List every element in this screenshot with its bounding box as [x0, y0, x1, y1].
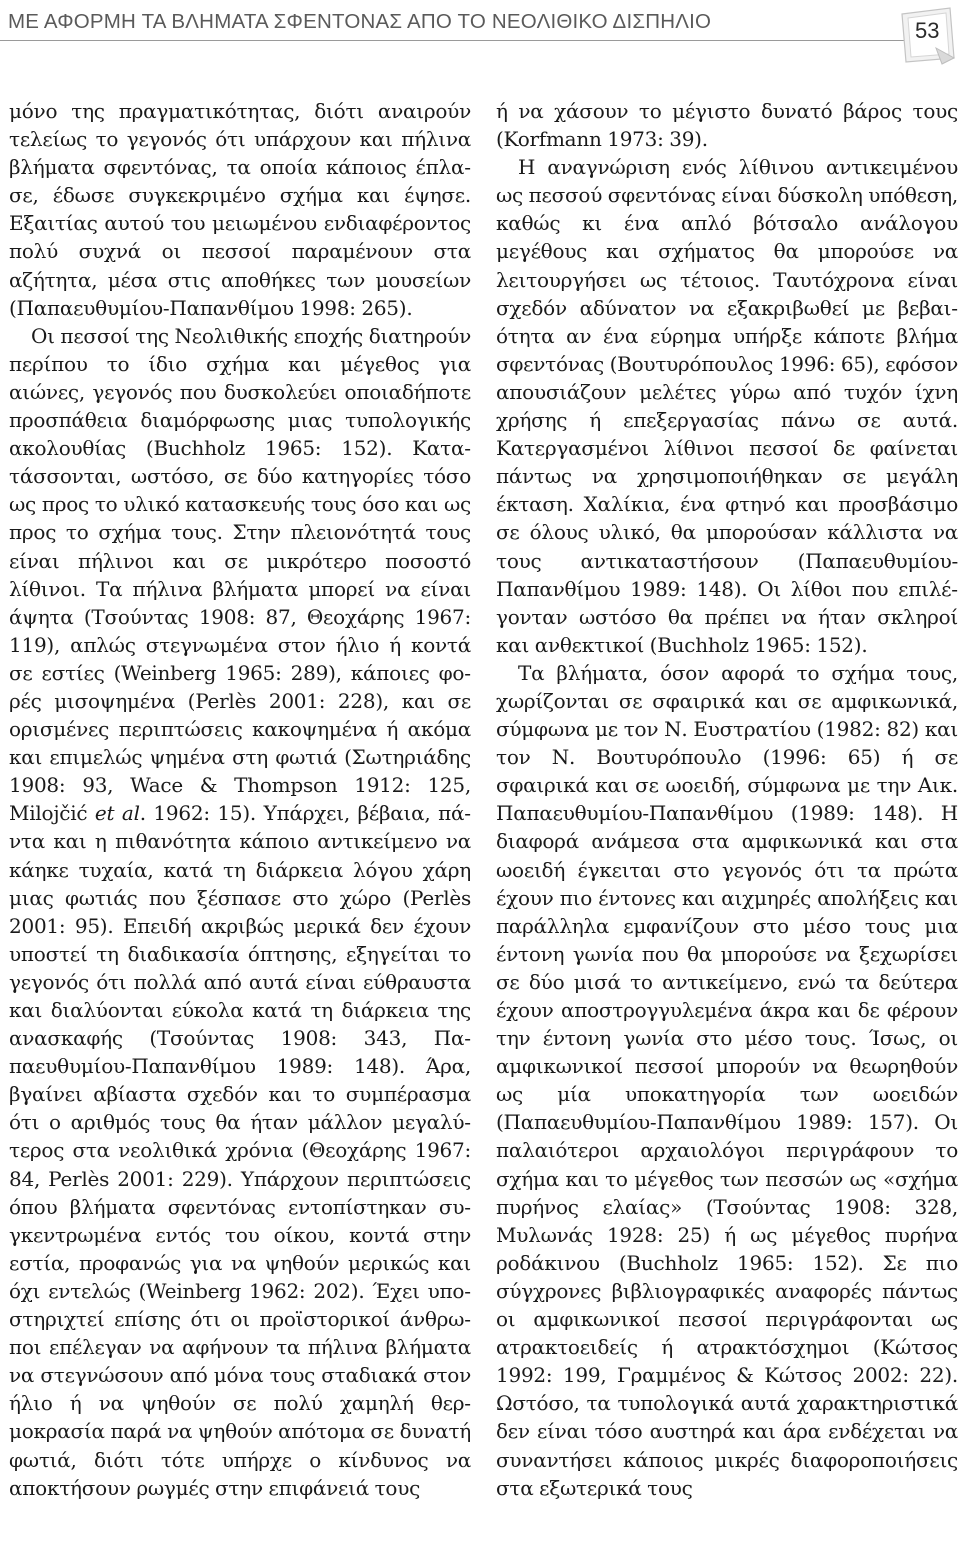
- left-paragraph-2-part-a: Οι πεσσοί της Νεολιθικής εποχής διατηρούν περίπου το ίδιο σχήμα και μέγεθος για αιώνες, γεγονός που δυσκολεύει οποιαδήποτε προσπάθεια διαμόρφωσης μιας τυπολογικής ακολουθίας (Buchholz 1965: 152). Κατατάσσονται, ωστόσο, σε δύο κατηγορίες τόσο ως προς το υλικό κατασκευής τους όσο και ως προς το σχήμα τους. Στην πλειονότητά τους είναι πήλινοι και σε μικρότερο ποσοστό λίθινοι. Τα πήλινα βλήματα μπορεί να είναι άψητα (Τσούντας 1908: 87, Θεοχάρης 1967: 119), απλώς στεγνωμένα στον ήλιο ή κοντά σε εστίες (Weinberg 1965: 289), κάποιες φορές μισοψημένα (Perlès 2001: 228), και σε ορισμένες περιπτώσεις κακοψημένα ή ακόμα και επιμελώς ψημένα στη φωτιά (Σωτηριάδης 1908: 93, Wace & Thompson 1912: 125, Milojčić: [9, 323, 471, 826]
- left-paragraph-1: μόνο της πραγματικότητας, διότι αναιρούν τελείως το γεγονός ότι υπάρχουν και πήλινα βλήματα σφεντόνας, τα οποία κάποιος έπλασε, έδωσε συγκεκριμένο σχήμα και έψησε. Εξαιτίας αυτού του μειωμένου ενδιαφέροντος πολύ συχνά οι πεσσοί παραμένουν στα αζήτητα, μέσα στις αποθήκες των μουσείων (Παπαευθυμίου-Παπανθίμου 1998: 265).: [9, 99, 471, 320]
- left-paragraph-2-italic: et al: [94, 801, 140, 826]
- left-paragraph-2-part-c: . 1962: 15). Υπάρχει, βέβαια, πάντα και η πιθανότητα κάποιο αντικείμενο να κάηκε τυχαία, κατά τη διάρκεια λόγου χάρη μιας φωτιάς που ξέσπασε στο χώρο (Perlès 2001: 95). Επειδή ακριβώς μερικά δεν έχουν υποστεί τη διαδικασία όπτησης, εξηγείται το γεγονός ότι πολλά από αυτά είναι εύθραυστα και διαλύονται εύκολα κατά τη διάρκεια της ανασκαφής (Τσούντας 1908: 343, Παπαευθυμίου-Παπανθίμου 1989: 148). Άρα, βγαίνει αβίαστα σχεδόν και το συμπέρασμα ότι ο αριθμός τους θα ήταν μάλλον μεγαλύτερος στα νεολιθικά χρόνια (Θεοχάρης 1967: 84, Perlès 2001: 229). Υπάρχουν περιπτώσεις όπου βλήματα σφεντόνας εντοπίστηκαν συγκεντρωμένα εντός του οίκου, κοντά στην εστία, προφανώς για να ψηθούν μερικώς και όχι εντελώς (Weinberg 1962: 202). Έχει υποστηριχτεί επίσης ότι οι προϊστορικοί άνθρωποι επέλεγαν να αφήνουν τα πήλινα βλήματα να στεγνώσουν από μόνα τους σταδιακά στον ήλιο ή να ψηθούν σε πολύ χαμηλή θερμοκρασία παρά να ψηθούν απότομα σε δυνατή φωτιά, διότι τότε υπήρχε ο κίνδυνος να αποκτήσουν ρωγμές στην επιφάνειά τους: [9, 801, 471, 1500]
- right-paragraph-3: Τα βλήματα, όσον αφορά το σχήμα τους, χωρίζονται σε σφαιρικά και σε αμφικωνικά, σύμφωνα με τον Ν. Ευστρατίου (1982: 82) και τον Ν. Βουτυρόπουλο (1996: 65) ή σε σφαιρικά και σε ωοειδή, σύμφωνα με την Αικ. Παπαευθυμίου-Παπανθίμου (1989: 148). Η διαφορά ανάμεσα στα αμφικωνικά και στα ωοειδή έγκειται στο γεγονός ότι τα πρώτα έχουν πιο έντονες και αιχμηρές απολήξεις και παράλληλα εμφανίζουν στο μέσο τους μια έντονη γωνία που θα μπορούσε να ξεχωρίσει σε δύο μισά το αντικείμενο, ενώ τα δεύτερα έχουν αποστρογγυλεμένα άκρα και δε φέρουν την έντονη γωνία στο μέσο τους. Ίσως, οι αμφικωνικοί πεσσοί μπορούν να θεωρηθούν ως μία υποκατηγορία των ωοειδών (Παπαευθυμίου-Παπανθίμου 1989: 157). Οι παλαιότεροι αρχαιολόγοι περιγράφουν το σχήμα και το μέγεθος των πεσσών ως «σχήμα πυρήνος ελαίας» (Τσούντας 1908: 328, Μυλωνάς 1928: 25) ή ως μέγεθος πυρήνα ροδάκινου (Buchholz 1965: 152). Σε πιο σύγχρονες βιβλιογραφικές αναφορές πάντως οι αμφικωνικοί πεσσοί περιγράφονται ως ατρακτοειδείς ή ατρακτόσχημοι (Κώτσος 1992: 199, Γραμμένος & Κώτσος 2002: 22). Ωστόσο, τα τυπολογικά αυτά χαρακτηριστικά δεν είναι τόσο αυστηρά και άρα ενδέχεται να συναντήσει κάποιος μικρές διαφοροποιήσεις στα εξωτερικά τους: [496, 660, 958, 1500]
- left-paragraph-2: [9, 322, 471, 1502]
- right-column: [496, 97, 958, 1502]
- header-rule: [0, 40, 905, 41]
- page-number: 53: [915, 18, 940, 43]
- left-column: [9, 97, 471, 1502]
- right-paragraph-1: ή να χάσουν το μέγιστο δυνατό βάρος τους (Korfmann 1973: 39).: [496, 99, 958, 152]
- right-paragraph-2: Η αναγνώριση ενός λίθινου αντικειμένου ως πεσσού σφεντόνας είναι δύσκολη υπόθεση, καθώς κι ένα απλό βότσαλο ανάλογου μεγέθους και σχήματος θα μπορούσε να λειτουργήσει ως τέτοιος. Ταυτόχρονα είναι σχεδόν αδύνατον να εξακριβωθεί με βεβαιότητα αν ένα εύρημα υπήρξε κάποτε βλήμα σφεντόνας (Βουτυρόπουλος 1996: 65), εφόσον απουσιάζουν μελέτες γύρω από τυχόν ίχνη χρήσης ή επεξεργασίας πάνω σε αυτά. Κατεργασμένοι λίθινοι πεσσοί δε φαίνεται πάντως να χρησιμοποιήθηκαν σε μεγάλη έκταση. Χαλίκια, ένα φτηνό και προσβάσιμο σε όλους υλικό, θα μπορούσαν κάλλιστα να τους αντικαταστήσουν (Παπαευθυμίου-Παπανθίμου 1989: 148). Οι λίθοι που επιλέγονταν ωστόσο θα πρέπει να ήταν σκληροί και ανθεκτικοί (Buchholz 1965: 152).: [496, 155, 958, 657]
- running-header: ΜΕ ΑΦΟΡΜΗ ΤΑ ΒΛΗΜΑΤΑ ΣΦΕΝΤΟΝΑΣ ΑΠΟ ΤΟ ΝΕΟΛΙΘΙΚΟ ΔΙΣΠΗΛΙΟ: [8, 10, 712, 33]
